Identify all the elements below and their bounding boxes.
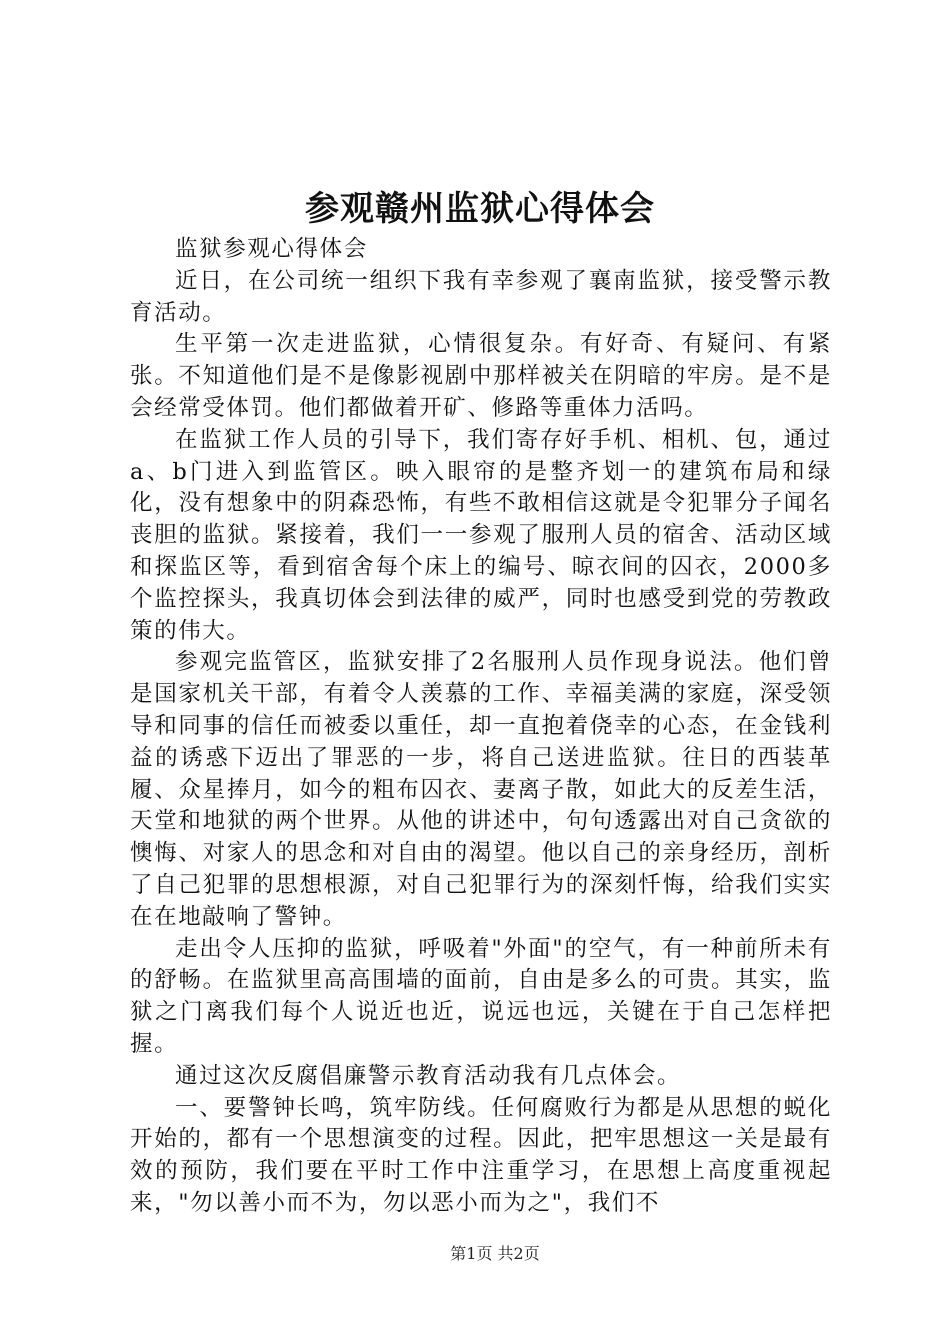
paragraph-freedom: 走出令人压抑的监狱，呼吸着"外面"的空气，有一种前所未有的舒畅。在监狱里高高围墙的面前，自由是多么的可贵。其实，监狱之门离我们每个人说近也近，说远也远，关键在于自己怎样把握。 (130, 935, 832, 1057)
paragraph-subtitle: 监狱参观心得体会 (175, 236, 368, 262)
paragraph-lesson-one: 一、要警钟长鸣，筑牢防线。任何腐败行为都是从思想的蜕化开始的，都有一个思想演变的过程。因此，把牢思想这一关是最有效的预防，我们要在平时工作中注重学习，在思想上高度重视起来，"勿以善小而不为，勿以恶小而为之"，我们不 (130, 1094, 832, 1216)
document-title: 参观赣州监狱心得体会 (305, 189, 655, 229)
page-footer: 第1页 共2页 (450, 1244, 540, 1263)
paragraph-intro: 近日，在公司统一组织下我有幸参观了襄南监狱，接受警示教育活动。 (130, 267, 832, 326)
paragraph-first-visit: 生平第一次走进监狱，心情很复杂。有好奇、有疑问、有紧张。不知道他们是不是像影视剧中那样被关在阴暗的牢房。是不是会经常受体罚。他们都做着开矿、修路等重体力活吗。 (130, 331, 832, 421)
paragraph-testimony: 参观完监管区，监狱安排了2名服刑人员作现身说法。他们曾是国家机关干部，有着令人羡慕的工作、幸福美满的家庭，深受领导和同事的信任而被委以重任，却一直抱着侥幸的心态，在金钱利益的诱惑下迈出了罪恶的一步，将自己送进监狱。往日的西装革履、众星捧月，如今的粗布囚衣、妻离子散，如此大的反差生活，天堂和地狱的两个世界。从他的讲述中，句句透露出对自己贪欲的懊悔、对家人的思念和对自由的渴望。他以自己的亲身经历，剖析了自己犯罪的思想根源，对自己犯罪行为的深刻忏悔，给我们实实在在地敲响了警钟。 (130, 649, 832, 930)
paragraph-lessons-intro: 通过这次反腐倡廉警示教育活动我有几点体会。 (175, 1062, 682, 1089)
document-body (130, 234, 832, 1220)
paragraph-tour: 在监狱工作人员的引导下，我们寄存好手机、相机、包，通过a、b门进入到监管区。映入眼帘的是整齐划一的建筑布局和绿化，没有想象中的阴森恐怖，有些不敢相信这就是令犯罪分子闻名丧胆的监狱。紧接着，我们一一参观了服刑人员的宿舍、活动区域和探监区等，看到宿舍每个床上的编号、晾衣间的囚衣，2000多个监控探头，我真切体会到法律的威严，同时也感受到党的劳教政策的伟大。 (130, 426, 832, 644)
